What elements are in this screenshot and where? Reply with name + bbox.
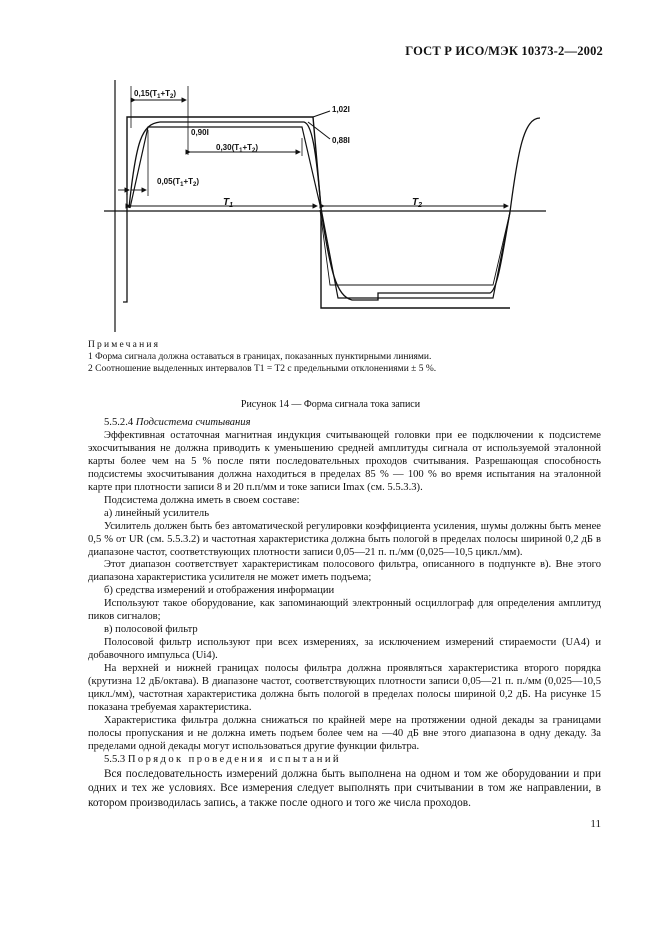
waveform-negative [321, 210, 510, 300]
label-0-30: $0,30(T_1+T_2)$ [216, 143, 259, 154]
notes-heading: Примечания [88, 340, 161, 350]
upper-boundary [127, 117, 321, 208]
write-current-waveform-figure [0, 0, 661, 340]
paragraph: Используют такое оборудование, как запоминающий электронный осциллограф для определения амплитуд пиков сигналов; [88, 598, 601, 623]
label-t1: $T_1$ [223, 197, 234, 209]
page-number: 11 [590, 818, 601, 830]
paragraph: Этот диапазон соответствует характеристикам полосового фильтра, описанного в подпункте в). Вне этого диапазона характеристика усилителя не может иметь подъема; [88, 559, 601, 584]
paragraph: Характеристика фильтра должна снижаться по крайней мере на протяжении одной декады за границами полосы пропускания и не должна иметь подъем более чем на —40 дБ вне этого диапазона в одну декаду. За пределами одной декады могут использоваться другие функции фильтра. [88, 714, 601, 752]
document-body [88, 417, 601, 810]
note-1: 1 Форма сигнала должна оставаться в границах, показанных пунктирными линиями. [88, 352, 432, 362]
paragraph: На верхней и нижней границах полосы фильтра должна проявляться характеристика второго порядка (крутизна 12 дБ/октава). В диапазоне частот, соответствующих плотности записи 0,05—21 п. п./мм (0,025—10,5 цикл./мм), частотная характеристика должна быть пологой в пределах полосы шириной 0,2 дБ. На рисунке 15 показана требуемая характеристика. [88, 663, 601, 713]
paragraph: Вся последовательность измерений должна быть выполнена на одном и том же оборудовании и при одних и тех же условиях. Все измерения следует выполнять при считывании в том же направлении, в котором производилась запись, а также после одного и того же числа проходов. [88, 767, 601, 809]
paragraph: Полосовой фильтр используют при всех измерениях, за исключением измерений стираемости (UA4) и добавочного импульса (Ui4). [88, 637, 601, 662]
list-item: б) средства измерений и отображения информации [104, 585, 335, 597]
figure-caption: Рисунок 14 — Форма сигнала тока записи [240, 399, 421, 410]
label-0-05: $0,05(T_1+T_2)$ [157, 177, 200, 188]
list-item: а) линейный усилитель [104, 507, 210, 519]
section-553-heading: 5.5.3 Порядок проведения испытаний [104, 753, 341, 765]
inner-boundary [130, 127, 320, 208]
label-0-90: 0,90I [191, 128, 209, 137]
waveform-next-cycle [510, 118, 540, 212]
paragraph: Усилитель должен быть без автоматической регулировки коэффициента усиления, шумы должны быть менее 0,5 % от UR (см. 5.5.3.2) и частотная характеристика должна быть пологой в пределах полосы шириной 0,2 дБ в диапазоне частот, соответствующих плотности записи 0,05—21 п. п./мм (0,025—10,5 цикл./мм). [88, 520, 601, 558]
note-2: 2 Соотношение выделенных интервалов T1 = T2 с предельными отклонениями ± 5 %. [88, 364, 437, 374]
paragraph: Эффективная остаточная магнитная индукция считывающей головки при ее подключении к подсистеме эхосчитывания не должна приводить к уменьшению средней амплитуды сигнала от используемой эталонной карты более чем на 5 % после пяти последовательных проходов считывания. Разрешающая способность подсистемы эхосчитывания должна находиться в пределах 85 % — 100 % во время испытания на эталонной карте при плотности записи 8 и 20 п.п/мм и токе записи Imax (см. 5.5.3.3). [88, 429, 601, 493]
page-header: ГОСТ Р ИСО/МЭК 10373-2—2002 [405, 44, 603, 58]
figure-notes [88, 339, 608, 375]
label-0-88: 0,88I [332, 136, 350, 145]
label-1-02: 1,02I [332, 105, 350, 114]
paragraph: Подсистема должна иметь в своем составе: [104, 494, 300, 506]
label-t2: $T_2$ [412, 197, 423, 209]
label-0-15: $0,15(T_1+T_2)$ [134, 89, 177, 100]
waveform-fast [129, 122, 321, 208]
section-5524-heading: 5.5.2.4 Подсистема считывания [104, 417, 251, 428]
list-item: в) полосовой фильтр [104, 624, 198, 636]
